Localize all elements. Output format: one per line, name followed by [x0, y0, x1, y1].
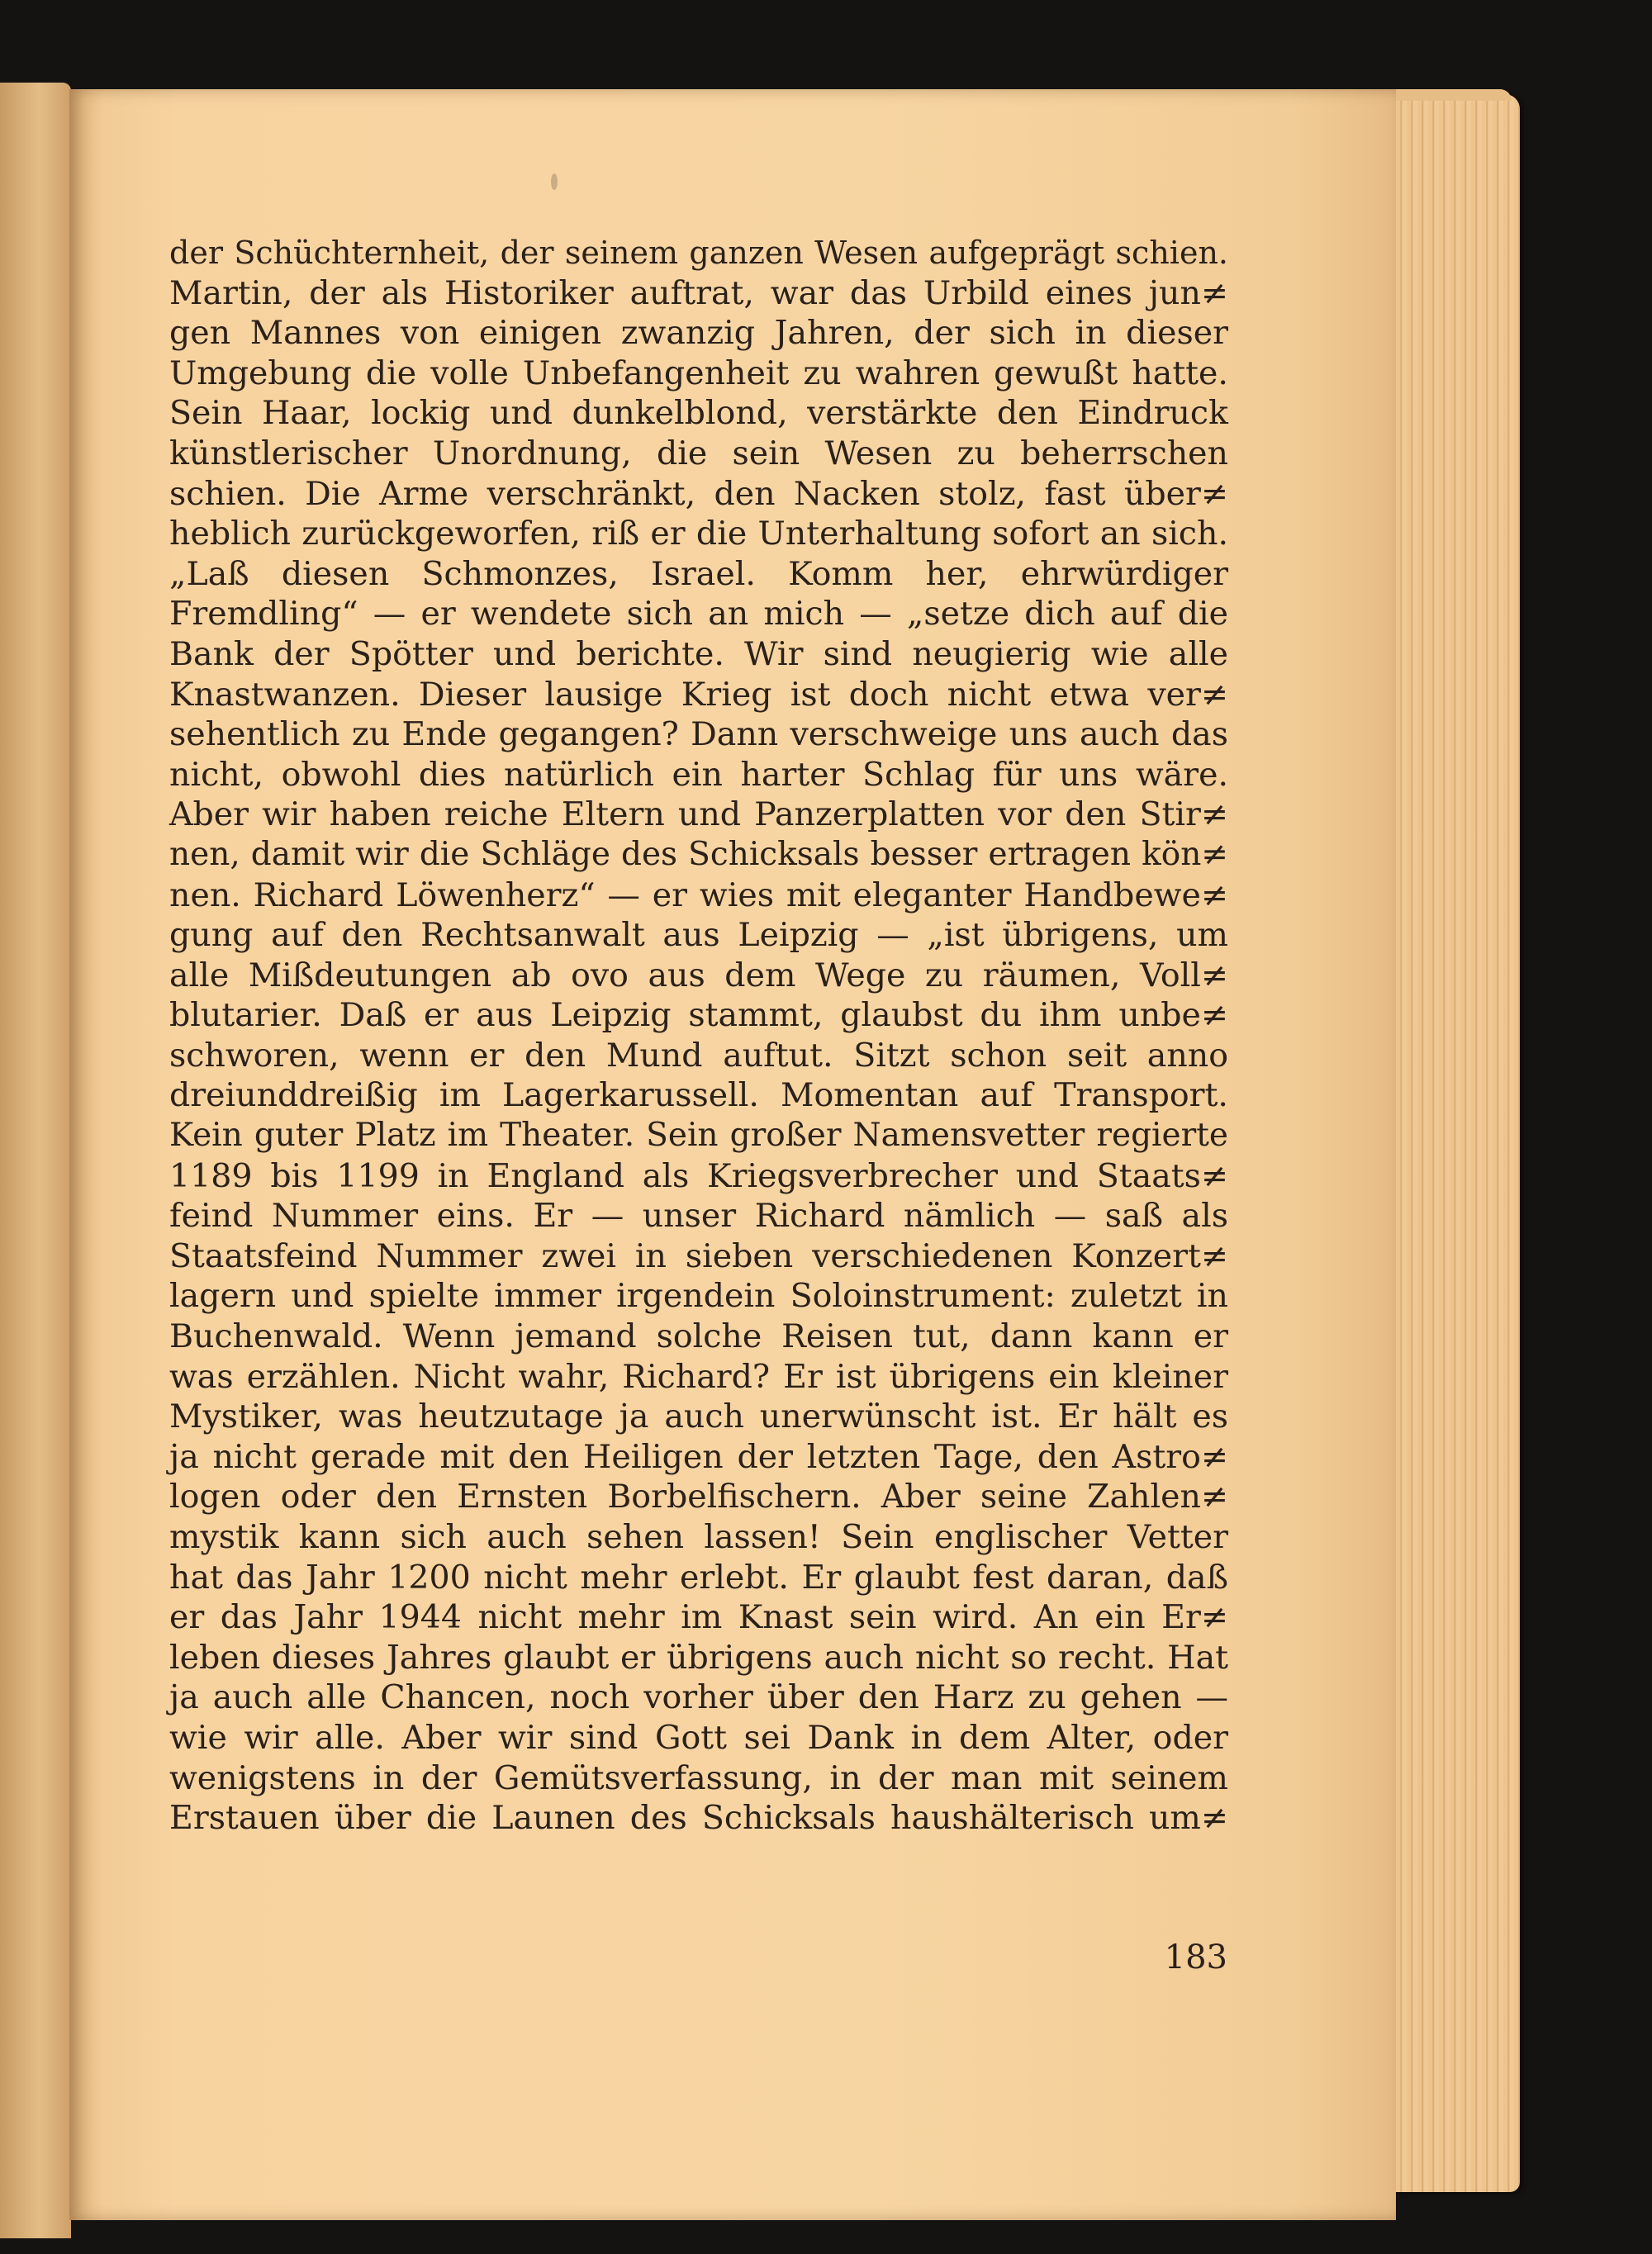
- text-line: Bank der Spötter und berichte. Wir sind neugierig wie alle: [169, 634, 1228, 673]
- text-line: lagern und spielte immer irgendein Soloinstrument: zuletzt in: [169, 1277, 1228, 1316]
- text-line: gen Mannes von einigen zwanzig Jahren, der sich in dieser: [169, 314, 1228, 353]
- text-line: Fremdling“ — er wendete sich an mich — „setze dich auf die: [169, 595, 1228, 633]
- text-line: künstlerischer Unordnung, die sein Wesen zu beherrschen: [169, 434, 1228, 472]
- text-line: Erstauen über die Launen des Schicksals haushälterisch um≠: [169, 1799, 1228, 1838]
- text-line: Knastwanzen. Dieser lausige Krieg ist doch nicht etwa ver≠: [169, 675, 1228, 714]
- page-number: 183: [1164, 1938, 1227, 1976]
- page-body-text: [169, 233, 1228, 1839]
- text-line: Martin, der als Historiker auftrat, war das Urbild eines jun≠: [169, 273, 1228, 312]
- text-line: wie wir alle. Aber wir sind Gott sei Dank in dem Alter, oder: [169, 1718, 1228, 1757]
- text-line: mystik kann sich auch sehen lassen! Sein englischer Vetter: [169, 1518, 1228, 1556]
- text-line: schien. Die Arme verschränkt, den Nacken stolz, fast über≠: [169, 474, 1228, 513]
- text-line: nicht, obwohl dies natürlich ein harter Schlag für uns wäre.: [169, 755, 1228, 794]
- text-line: Buchenwald. Wenn jemand solche Reisen tut, dann kann er: [169, 1317, 1228, 1356]
- text-line: blutarier. Daß er aus Leipzig stammt, glaubst du ihm unbe≠: [169, 996, 1228, 1035]
- text-line: nen, damit wir die Schläge des Schicksals besser ertragen kön≠: [169, 835, 1228, 873]
- text-line: alle Mißdeutungen ab ovo aus dem Wege zu räumen, Voll≠: [169, 956, 1228, 994]
- text-line: ja nicht gerade mit den Heiligen der letzten Tage, den Astro≠: [169, 1437, 1228, 1476]
- text-line: gung auf den Rechtsanwalt aus Leipzig — „ist übrigens, um: [169, 916, 1228, 955]
- text-line: 1189 bis 1199 in England als Kriegsverbrecher und Staats≠: [169, 1156, 1228, 1195]
- text-line: heblich zurückgeworfen, riß er die Unterhaltung sofort an sich.: [169, 515, 1228, 553]
- text-line: der Schüchternheit, der seinem ganzen Wesen aufgeprägt schien.: [169, 235, 1228, 271]
- text-line: nen. Richard Löwenherz“ — er wies mit eleganter Handbewe≠: [169, 876, 1228, 914]
- text-line: hat das Jahr 1200 nicht mehr erlebt. Er glaubt fest daran, daß: [169, 1558, 1228, 1597]
- text-line: Staatsfeind Nummer zwei in sieben verschiedenen Konzert≠: [169, 1236, 1228, 1275]
- left-page-edge: [0, 83, 71, 2238]
- page-stack-edge: [1396, 94, 1520, 2192]
- text-line: Umgebung die volle Unbefangenheit zu wahren gewußt hatte.: [169, 354, 1228, 392]
- text-line: er das Jahr 1944 nicht mehr im Knast sein wird. An ein Er≠: [169, 1598, 1228, 1637]
- text-line: logen oder den Ernsten Borbelfischern. Aber seine Zahlen≠: [169, 1478, 1228, 1516]
- text-line: schworen, wenn er den Mund auftut. Sitzt schon seit anno: [169, 1036, 1228, 1075]
- text-line: dreiunddreißig im Lagerkarussell. Momentan auf Transport.: [169, 1076, 1228, 1115]
- text-line: ja auch alle Chancen, noch vorher über den Harz zu gehen —: [169, 1678, 1228, 1717]
- text-line: wenigstens in der Gemütsverfassung, in der man mit seinem: [169, 1758, 1228, 1797]
- text-line: was erzählen. Nicht wahr, Richard? Er ist übrigens ein kleiner: [169, 1357, 1228, 1396]
- paper-mark: [551, 173, 558, 190]
- text-line: Sein Haar, lockig und dunkelblond, verstärkte den Eindruck: [169, 394, 1228, 433]
- text-line: Mystiker, was heutzutage ja auch unerwünscht ist. Er hält es: [169, 1397, 1228, 1436]
- text-line: „Laß diesen Schmonzes, Israel. Komm her, ehrwürdiger: [169, 554, 1228, 593]
- page-stack-top: [1396, 89, 1512, 101]
- text-line: sehentlich zu Ende gegangen? Dann verschweige uns auch das: [169, 715, 1228, 754]
- text-line: Kein guter Platz im Theater. Sein großer Namensvetter regierte: [169, 1117, 1228, 1155]
- text-line: leben dieses Jahres glaubt er übrigens auch nicht so recht. Hat: [169, 1638, 1228, 1677]
- text-line: feind Nummer eins. Er — unser Richard nämlich — saß als: [169, 1197, 1228, 1236]
- text-line: Aber wir haben reiche Eltern und Panzerplatten vor den Stir≠: [169, 795, 1228, 834]
